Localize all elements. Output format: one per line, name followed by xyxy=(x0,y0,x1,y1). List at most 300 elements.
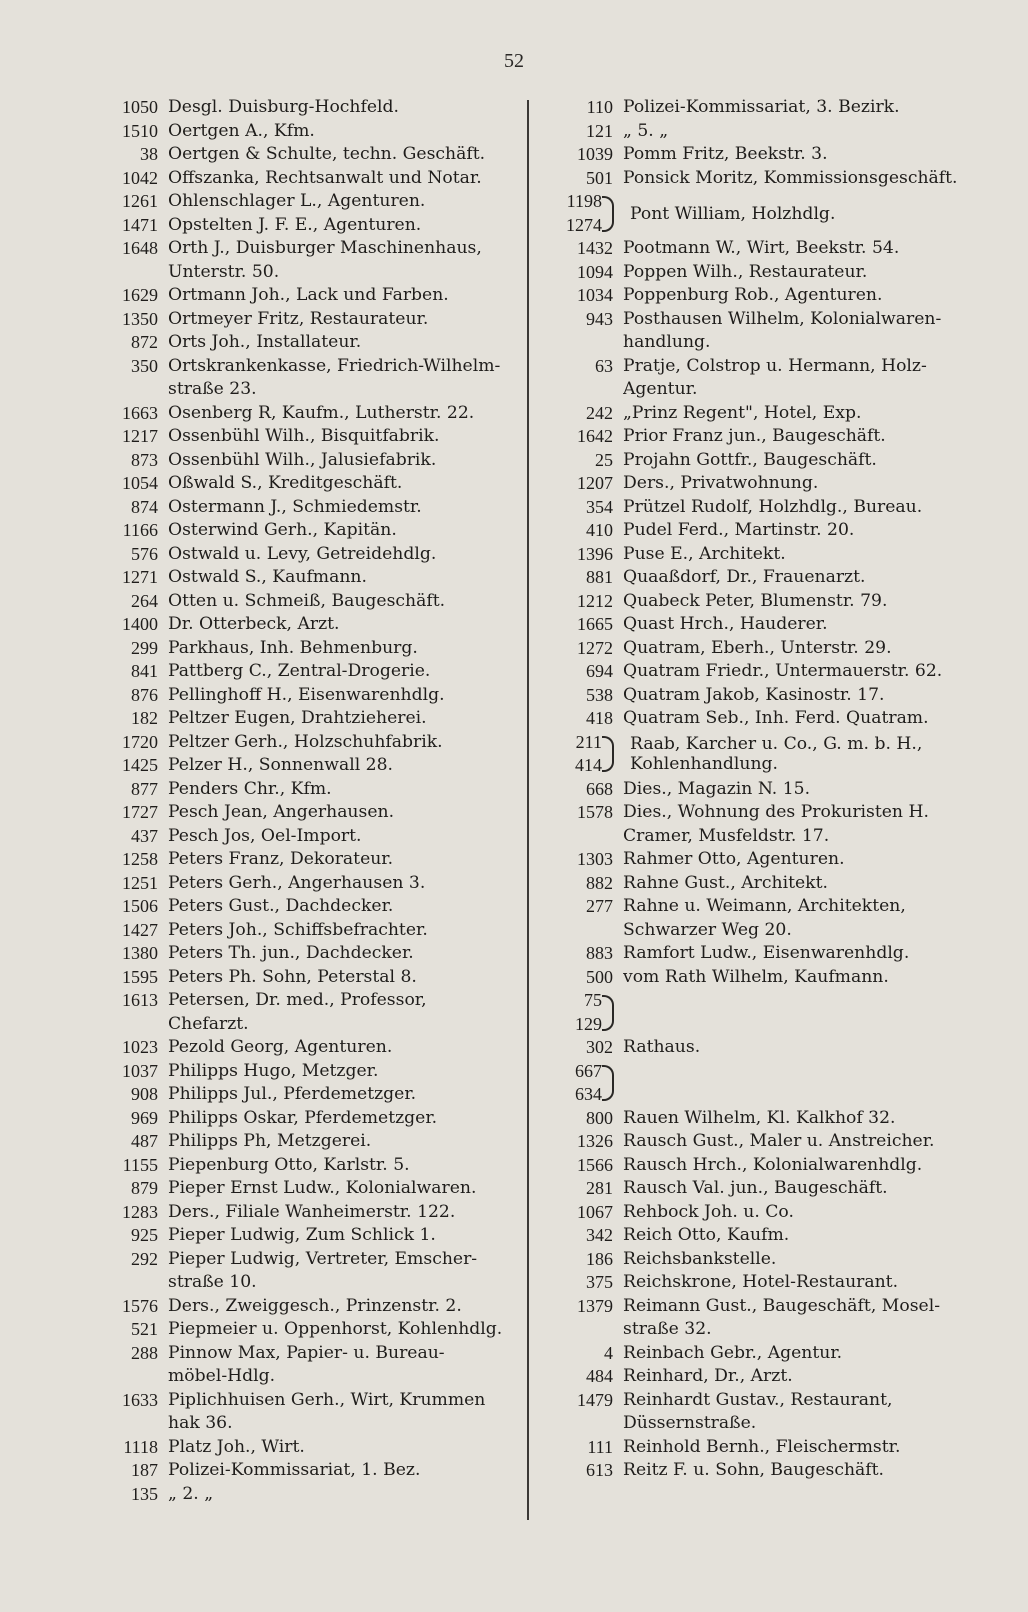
entry-text: Unterstr. 50. xyxy=(168,261,280,282)
directory-entry xyxy=(536,143,976,167)
entry-number: 135 xyxy=(131,1483,158,1504)
directory-entry xyxy=(78,966,520,990)
entry-text: Ortmann Joh., Lack und Farben. xyxy=(168,285,449,305)
directory-entry xyxy=(78,1342,520,1366)
directory-entry xyxy=(78,637,520,661)
directory-entry xyxy=(78,120,520,144)
directory-entry xyxy=(536,1389,976,1413)
entry-text: Quatram Friedr., Untermauerstr. 62. xyxy=(623,661,943,681)
entry-text: Rathaus. xyxy=(623,1037,701,1057)
entry-text: Ostwald u. Levy, Getreidehdlg. xyxy=(168,543,437,564)
brace-bracket xyxy=(602,1065,614,1101)
directory-entry xyxy=(536,496,976,520)
entry-number: 576 xyxy=(131,543,158,564)
directory-entry xyxy=(78,425,520,449)
entry-text: Polizei-Kommissariat, 1. Bez. xyxy=(168,1460,421,1480)
entry-number xyxy=(78,261,168,285)
entry-number: 299 xyxy=(131,637,158,658)
entry-number: 437 xyxy=(131,825,158,846)
directory-entry xyxy=(78,1130,520,1154)
entry-number: 882 xyxy=(586,872,613,893)
entry-number: 1261 xyxy=(122,191,158,211)
entry-number xyxy=(78,1013,168,1037)
entry-text: Pesch Jos, Oel-Import. xyxy=(168,825,362,846)
entry-number: 1595 xyxy=(122,966,158,987)
directory-entry xyxy=(78,1318,520,1342)
left-column xyxy=(78,96,520,1506)
entry-number: 1251 xyxy=(122,872,158,893)
entry-text: Philipps Hugo, Metzger. xyxy=(168,1060,379,1081)
entry-text: Puse E., Architekt. xyxy=(623,543,786,564)
entry-text: Dies., Wohnung des Prokuristen H. xyxy=(623,802,929,822)
entry-number: 4 xyxy=(604,1342,613,1363)
entry-number: 925 xyxy=(131,1225,158,1245)
directory-entry xyxy=(536,1248,976,1272)
entry-number: 342 xyxy=(586,1225,613,1245)
directory-entry xyxy=(78,1201,520,1225)
entry-text: Penders Chr., Kfm. xyxy=(168,778,332,799)
directory-entry xyxy=(78,731,520,755)
entry-number: 1118 xyxy=(123,1436,158,1457)
entry-number: 1613 xyxy=(122,990,158,1010)
entry-text: Reinhardt Gustav., Restaurant, xyxy=(623,1389,893,1410)
entry-number: 667 xyxy=(575,1060,602,1081)
entry-number: 1094 xyxy=(577,261,613,282)
entry-number: 908 xyxy=(131,1084,158,1104)
directory-entry xyxy=(78,989,520,1013)
entry-text: handlung. xyxy=(623,332,711,352)
brace-bracket xyxy=(602,196,614,232)
directory-entry xyxy=(536,472,976,496)
entry-number: 414 xyxy=(575,755,602,775)
entry-text: Prützel Rudolf, Holzhdlg., Bureau. xyxy=(623,496,923,517)
directory-entry xyxy=(536,284,976,308)
entry-text: Osenberg R, Kaufm., Lutherstr. 22. xyxy=(168,402,475,423)
entry-number: 694 xyxy=(586,661,613,681)
entry-number: 1642 xyxy=(577,426,613,446)
entry-text: Otten u. Schmeiß, Baugeschäft. xyxy=(168,590,446,611)
brace-bracket xyxy=(602,736,614,772)
entry-number: 881 xyxy=(586,567,613,587)
directory-entry xyxy=(536,308,976,332)
directory-entry xyxy=(78,660,520,684)
entry-continuation xyxy=(536,825,976,849)
entry-number: 1648 xyxy=(122,238,158,258)
entry-number: 354 xyxy=(586,496,613,517)
entry-text: Pootmann W., Wirt, Beekstr. 54. xyxy=(623,238,900,258)
directory-entry xyxy=(78,96,520,120)
entry-number: 1510 xyxy=(122,120,158,141)
entry-text: Pomm Fritz, Beekstr. 3. xyxy=(623,144,828,164)
entry-number xyxy=(536,919,623,943)
entry-text: Reichskrone, Hotel-Restaurant. xyxy=(623,1272,899,1292)
entry-text: Peltzer Gerh., Holzschuhfabrik. xyxy=(168,731,443,752)
entry-text: Ders., Privatwohnung. xyxy=(623,473,819,493)
entry-text: Rausch Gust., Maler u. Anstreicher. xyxy=(623,1131,935,1151)
directory-entry xyxy=(536,872,976,896)
directory-entry-group xyxy=(536,989,976,1036)
entry-number: 500 xyxy=(586,966,613,987)
entry-text: „Prinz Regent", Hotel, Exp. xyxy=(623,402,862,423)
directory-entry xyxy=(78,167,520,191)
entry-text: Quaaßdorf, Dr., Frauenarzt. xyxy=(623,567,866,587)
directory-entry xyxy=(78,895,520,919)
entry-text: „ 2. „ xyxy=(168,1483,214,1504)
entry-text: Platz Joh., Wirt. xyxy=(168,1436,305,1457)
entry-text: vom Rath Wilhelm, Kaufmann. xyxy=(623,966,889,987)
entry-number: 879 xyxy=(131,1178,158,1198)
entry-text: Philipps Ph, Metzgerei. xyxy=(168,1131,372,1151)
entry-text: straße 23. xyxy=(168,379,257,399)
entry-number: 1271 xyxy=(122,567,158,587)
entry-text: Quatram Seb., Inh. Ferd. Quatram. xyxy=(623,708,929,728)
directory-entry xyxy=(536,120,976,144)
entry-number: 1633 xyxy=(122,1389,158,1410)
directory-entry xyxy=(78,402,520,426)
entry-text: Orth J., Duisburger Maschinenhaus, xyxy=(168,238,482,258)
directory-entry xyxy=(536,1436,976,1460)
entry-number: 1720 xyxy=(122,731,158,752)
directory-entry xyxy=(78,872,520,896)
entry-number: 1054 xyxy=(122,473,158,493)
entry-number: 1166 xyxy=(122,520,158,540)
entry-number: 1629 xyxy=(122,285,158,305)
entry-text: Rauen Wilhelm, Kl. Kalkhof 32. xyxy=(623,1107,896,1128)
entry-text xyxy=(630,204,976,224)
directory-entry xyxy=(78,707,520,731)
entry-number: 1432 xyxy=(577,238,613,258)
directory-entry xyxy=(536,613,976,637)
entry-text: Peters Ph. Sohn, Peterstal 8. xyxy=(168,966,417,987)
directory-entry xyxy=(78,1248,520,1272)
directory-entry xyxy=(78,543,520,567)
entry-number: 1207 xyxy=(577,473,613,493)
entry-number: 182 xyxy=(131,708,158,728)
entry-continuation xyxy=(536,331,976,355)
directory-entry xyxy=(536,848,976,872)
entry-text: Pieper Ludwig, Vertreter, Emscher- xyxy=(168,1248,478,1269)
directory-entry xyxy=(536,543,976,567)
entry-number: 186 xyxy=(586,1248,613,1269)
entry-number: 800 xyxy=(586,1107,613,1128)
entry-number: 487 xyxy=(131,1131,158,1151)
directory-entry xyxy=(78,1436,520,1460)
entry-line: Kohlenhandlung. xyxy=(630,754,779,774)
entry-number: 1506 xyxy=(122,896,158,916)
entry-text: Oertgen A., Kfm. xyxy=(168,120,315,141)
directory-entry xyxy=(536,1342,976,1366)
entry-number xyxy=(536,1412,623,1436)
entry-continuation xyxy=(78,1013,520,1037)
directory-entry xyxy=(78,284,520,308)
entry-text: Osterwind Gerh., Kapitän. xyxy=(168,520,397,540)
entry-text: Philipps Jul., Pferdemetzger. xyxy=(168,1084,417,1104)
entry-number: 874 xyxy=(131,496,158,517)
entry-continuation xyxy=(536,1412,976,1436)
entry-text: Ders., Filiale Wanheimerstr. 122. xyxy=(168,1201,456,1222)
directory-entry xyxy=(78,496,520,520)
entry-text: Quatram Jakob, Kasinostr. 17. xyxy=(623,684,885,705)
entry-text: Rahne u. Weimann, Architekten, xyxy=(623,896,906,916)
directory-entry xyxy=(78,237,520,261)
directory-entry xyxy=(78,825,520,849)
entry-number: 1283 xyxy=(122,1201,158,1222)
entry-text: Reimann Gust., Baugeschäft, Mosel- xyxy=(623,1295,940,1316)
entry-text: Dies., Magazin N. 15. xyxy=(623,778,811,799)
entry-continuation xyxy=(78,261,520,285)
directory-entry xyxy=(536,449,976,473)
directory-entry xyxy=(78,308,520,332)
entry-text: Pesch Jean, Angerhausen. xyxy=(168,802,395,822)
entry-text: Rahmer Otto, Agenturen. xyxy=(623,849,845,869)
directory-entry xyxy=(536,1107,976,1131)
directory-entry xyxy=(536,96,976,120)
entry-number: 883 xyxy=(586,943,613,963)
directory-entry xyxy=(78,919,520,943)
entry-number: 668 xyxy=(586,778,613,799)
directory-entry-group xyxy=(536,190,976,237)
entry-number: 1067 xyxy=(577,1201,613,1222)
entry-continuation xyxy=(78,378,520,402)
entry-number: 121 xyxy=(586,120,613,141)
directory-entry xyxy=(536,355,976,379)
entry-number: 1023 xyxy=(122,1037,158,1057)
entry-number xyxy=(78,1412,168,1436)
entry-number: 969 xyxy=(131,1107,158,1128)
entry-number: 613 xyxy=(586,1460,613,1480)
entry-text: „ 5. „ xyxy=(623,120,669,141)
page-number: 52 xyxy=(504,50,524,72)
entry-number: 211 xyxy=(575,731,602,752)
directory-entry xyxy=(536,1271,976,1295)
entry-number xyxy=(536,331,623,355)
directory-entry xyxy=(78,1177,520,1201)
entry-text: Rausch Hrch., Kolonialwarenhdlg. xyxy=(623,1154,923,1175)
entry-continuation xyxy=(536,919,976,943)
entry-number: 187 xyxy=(131,1460,158,1480)
entry-number: 129 xyxy=(575,1013,602,1034)
entry-number: 943 xyxy=(586,308,613,329)
directory-entry xyxy=(78,590,520,614)
entry-text: Piplichhuisen Gerh., Wirt, Krummen xyxy=(168,1389,486,1410)
directory-entry xyxy=(536,425,976,449)
entry-number: 538 xyxy=(586,684,613,705)
entry-text: Pelzer H., Sonnenwall 28. xyxy=(168,755,393,775)
entry-line: Pont William, Holzhdlg. xyxy=(630,203,836,224)
entry-text: straße 32. xyxy=(623,1319,712,1339)
directory-entry xyxy=(536,966,976,990)
entry-number xyxy=(536,1318,623,1342)
entry-number: 302 xyxy=(586,1037,613,1057)
entry-number: 1050 xyxy=(122,97,158,117)
directory-entry xyxy=(78,143,520,167)
entry-text: Reinhold Bernh., Fleischermstr. xyxy=(623,1436,901,1457)
entry-number: 1042 xyxy=(122,167,158,188)
entry-number: 1396 xyxy=(577,543,613,564)
directory-entry xyxy=(78,1459,520,1483)
entry-number: 1274 xyxy=(566,214,602,235)
directory-entry xyxy=(78,472,520,496)
entry-text: Chefarzt. xyxy=(168,1013,249,1034)
entry-number xyxy=(78,1365,168,1389)
directory-entry xyxy=(78,355,520,379)
entry-text: Piepenburg Otto, Karlstr. 5. xyxy=(168,1154,410,1175)
directory-entry xyxy=(78,1083,520,1107)
directory-entry xyxy=(536,590,976,614)
directory-entry xyxy=(536,1224,976,1248)
entry-text: Ponsick Moritz, Kommissionsgeschäft. xyxy=(623,167,958,188)
entry-text: Ossenbühl Wilh., Jalusiefabrik. xyxy=(168,449,437,470)
directory-entry xyxy=(536,637,976,661)
entry-number: 1034 xyxy=(577,285,613,305)
directory-entry xyxy=(536,895,976,919)
entry-number: 1258 xyxy=(122,849,158,869)
entry-number: 876 xyxy=(131,684,158,705)
entry-text: Offszanka, Rechtsanwalt und Notar. xyxy=(168,167,482,188)
entry-text: Orts Joh., Installateur. xyxy=(168,332,362,352)
entry-text: Petersen, Dr. med., Professor, xyxy=(168,990,427,1010)
entry-number: 63 xyxy=(595,355,613,376)
entry-text: Pratje, Colstrop u. Hermann, Holz- xyxy=(623,355,927,376)
entry-number: 501 xyxy=(586,167,613,188)
entry-number: 1663 xyxy=(122,402,158,423)
entry-text: hak 36. xyxy=(168,1413,233,1433)
entry-continuation xyxy=(536,1318,976,1342)
directory-entry xyxy=(536,942,976,966)
directory-entry xyxy=(536,778,976,802)
entry-text: Polizei-Kommissariat, 3. Bezirk. xyxy=(623,97,900,117)
directory-entry xyxy=(78,942,520,966)
entry-number: 1380 xyxy=(122,943,158,963)
entry-text: Oßwald S., Kreditgeschäft. xyxy=(168,473,403,493)
entry-text: Schwarzer Weg 20. xyxy=(623,919,792,940)
directory-entry xyxy=(536,801,976,825)
directory-entry xyxy=(536,402,976,426)
directory-entry xyxy=(536,707,976,731)
entry-text: Quabeck Peter, Blumenstr. 79. xyxy=(623,590,888,611)
entry-text: Peters Gerh., Angerhausen 3. xyxy=(168,872,426,893)
entry-text: Peters Joh., Schiffsbefrachter. xyxy=(168,919,428,940)
directory-entry xyxy=(536,1459,976,1483)
brace-bracket xyxy=(602,995,614,1031)
entry-text: Posthausen Wilhelm, Kolonialwaren- xyxy=(623,308,942,329)
entry-number: 1272 xyxy=(577,637,613,658)
entry-number: 1037 xyxy=(122,1060,158,1081)
entry-text: Dr. Otterbeck, Arzt. xyxy=(168,614,340,634)
entry-number: 1727 xyxy=(122,802,158,822)
entry-text: Ossenbühl Wilh., Bisquitfabrik. xyxy=(168,426,440,446)
right-column xyxy=(536,96,976,1483)
entry-text: Poppenburg Rob., Agenturen. xyxy=(623,285,883,305)
entry-text: Peltzer Eugen, Drahtzieherei. xyxy=(168,708,427,728)
entry-text: Philipps Oskar, Pferdemetzger. xyxy=(168,1107,438,1128)
entry-text: Pinnow Max, Papier- u. Bureau- xyxy=(168,1342,445,1363)
entry-text: Pellinghoff H., Eisenwarenhdlg. xyxy=(168,684,445,705)
directory-entry xyxy=(78,214,520,238)
entry-number: 1379 xyxy=(577,1295,613,1316)
entry-text: Reich Otto, Kaufm. xyxy=(623,1225,790,1245)
entry-text: Projahn Gottfr., Baugeschäft. xyxy=(623,449,877,470)
directory-entry xyxy=(536,1154,976,1178)
entry-number: 288 xyxy=(131,1342,158,1363)
entry-text: Pezold Georg, Agenturen. xyxy=(168,1037,393,1057)
entry-number: 1350 xyxy=(122,308,158,329)
entry-text: Reinbach Gebr., Agentur. xyxy=(623,1342,843,1363)
entry-number: 1326 xyxy=(577,1131,613,1151)
entry-number: 877 xyxy=(131,778,158,799)
directory-entry xyxy=(78,1483,520,1507)
directory-entry xyxy=(536,566,976,590)
entry-text: Peters Th. jun., Dachdecker. xyxy=(168,943,414,963)
entry-text: Ohlenschlager L., Agenturen. xyxy=(168,191,426,211)
entry-text: straße 10. xyxy=(168,1272,257,1292)
directory-entry xyxy=(78,566,520,590)
entry-number: 1039 xyxy=(577,144,613,164)
entry-number: 1578 xyxy=(577,802,613,822)
entry-number: 75 xyxy=(584,990,602,1010)
directory-entry xyxy=(536,237,976,261)
entry-text: Piepmeier u. Oppenhorst, Kohlenhdlg. xyxy=(168,1319,503,1339)
entry-number: 38 xyxy=(140,144,158,164)
entry-continuation xyxy=(536,378,976,402)
directory-entry xyxy=(536,1365,976,1389)
entry-text: Quast Hrch., Hauderer. xyxy=(623,614,828,634)
entry-number xyxy=(536,378,623,402)
entry-number: 841 xyxy=(131,661,158,681)
entry-text: Rahne Gust., Architekt. xyxy=(623,872,828,893)
entry-number: 1665 xyxy=(577,614,613,634)
entry-number: 484 xyxy=(586,1366,613,1386)
entry-text: Ders., Zweiggesch., Prinzenstr. 2. xyxy=(168,1295,462,1316)
directory-entry xyxy=(78,613,520,637)
entry-number: 350 xyxy=(131,355,158,376)
directory-entry-group xyxy=(536,1060,976,1107)
entry-number: 277 xyxy=(586,896,613,916)
directory-entry xyxy=(78,1107,520,1131)
entry-number: 634 xyxy=(575,1084,602,1104)
entry-text: Pieper Ernst Ludw., Kolonialwaren. xyxy=(168,1178,477,1198)
directory-entry xyxy=(78,1389,520,1413)
entry-number: 1303 xyxy=(577,849,613,869)
entry-text: Pieper Ludwig, Zum Schlick 1. xyxy=(168,1225,436,1245)
entry-continuation xyxy=(78,1365,520,1389)
entry-number: 1427 xyxy=(122,919,158,940)
entry-number: 1212 xyxy=(577,590,613,611)
directory-entry xyxy=(536,167,976,191)
directory-entry xyxy=(536,1295,976,1319)
entry-text: Ortskrankenkasse, Friedrich-Wilhelm- xyxy=(168,355,501,376)
entry-number: 418 xyxy=(586,708,613,728)
directory-entry xyxy=(78,684,520,708)
entry-number: 242 xyxy=(586,402,613,423)
entry-number: 110 xyxy=(586,97,613,117)
entry-number: 25 xyxy=(595,449,613,470)
entry-text: Peters Gust., Dachdecker. xyxy=(168,896,394,916)
entry-text: Ramfort Ludw., Eisenwarenhdlg. xyxy=(623,943,910,963)
entry-number: 1566 xyxy=(577,1154,613,1175)
directory-entry xyxy=(536,1177,976,1201)
directory-entry xyxy=(78,1060,520,1084)
column-divider xyxy=(527,100,529,1520)
entry-text: Düssernstraße. xyxy=(623,1413,757,1433)
entry-number: 292 xyxy=(131,1248,158,1269)
entry-text: Agentur. xyxy=(623,379,698,399)
directory-entry xyxy=(78,1154,520,1178)
entry-number: 873 xyxy=(131,449,158,470)
entry-number: 264 xyxy=(131,590,158,611)
entry-line: Raab, Karcher u. Co., G. m. b. H., xyxy=(630,734,923,754)
directory-entry xyxy=(78,449,520,473)
